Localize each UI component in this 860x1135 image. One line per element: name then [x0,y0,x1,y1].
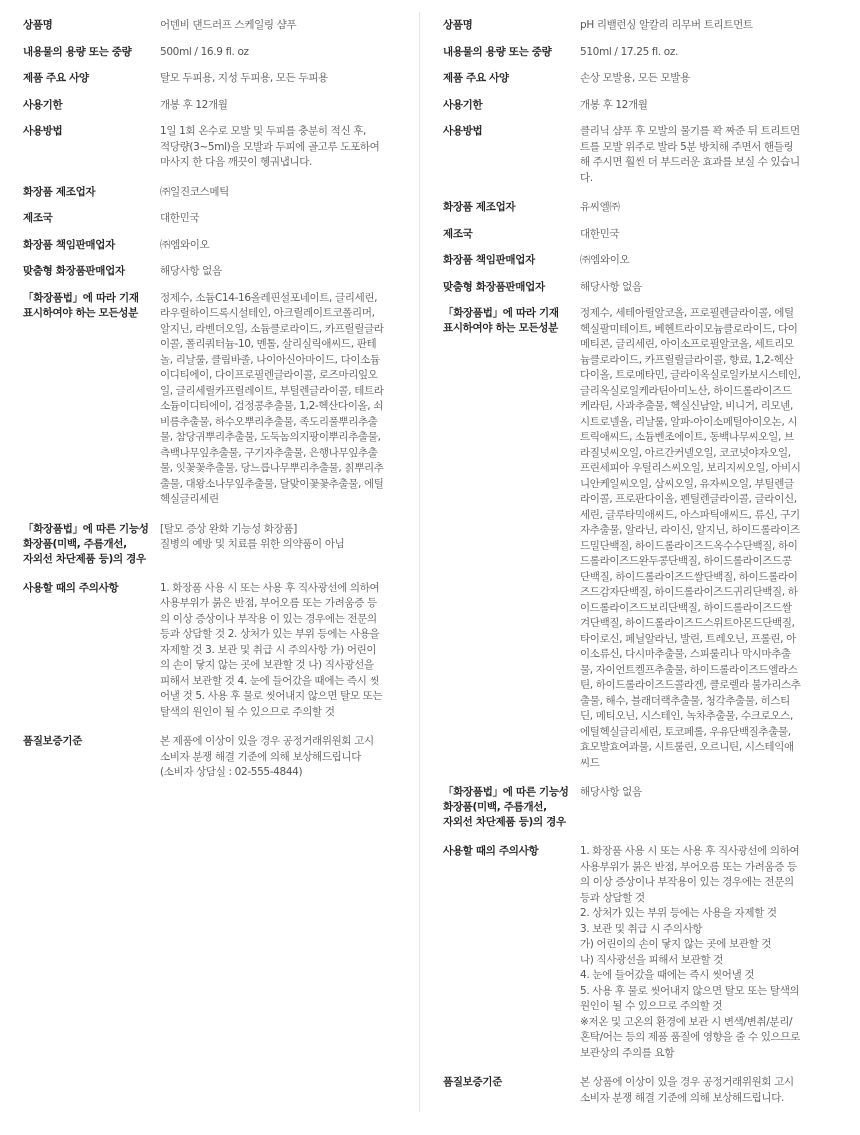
info-row-functional [23,522,420,567]
info-row-usage [23,124,420,171]
info-row-country [23,211,420,227]
info-value: 어덴비 댄드러프 스케일링 샴푸 [160,19,297,31]
info-label: 품질보증기준 [443,1076,503,1088]
info-label: 사용할 때의 주의사항 [443,845,539,857]
info-label: 사용할 때의 주의사항 [23,581,119,594]
info-row-manufacturer [23,185,420,201]
info-label: 「화장품법」에 따라 기재 표시하여야 하는 모든성분 [23,291,139,319]
info-value: pH 리밸런싱 알칼리 리무버 트리트먼트 [580,19,753,31]
info-value: 510ml / 17.25 fl. oz. [580,45,679,58]
info-label: 상품명 [443,19,473,31]
info-label: 사용기한 [443,98,483,111]
info-value: 정제수, 세테아릴알코올, 프로필렌글라이콜, 에틸 헥실팔미테이트, 베헨트라이모늄클로라이드, 다이 메티콘, 글리세린, 아이소프로필알코올, 세트리모 늄클로라이드, 카프릴릴글라이콜, 향료, 1,2-헥산 다이올, 트로메타민, 글라이옥실로일카보시스테인, 글리옥실로일케라틴아미노산, 하이드롤라이즈드 케라틴, 사과추출물, 헥실신남알, 비니거, 리모넨, 시트로넬올, 리날룰, 알파-아이소메틸아이오논, 시 트릭애씨드, 소듐벤조에이트, 동백나무씨오일, 브 라질넛씨오일, 아르간커넬오일, 코코넛야자오일, 프린세피아 우틸리스씨오일, 보리지씨오일, 아비시 니안케일씨오일, 삼씨오일, 유자씨오일, 부틸렌글 라이콜, 프로판다이올, 펜틸렌글라이콜, 글라이신, 세린, 글루타믹애씨드, 아스파틱애씨드, 류신, 구기 자추출물, 알라닌, 라이신, 알지닌, 하이드롤라이즈 드밀단백질, 하이드롤라이즈드옥수수단백질, 하이 드롤라이즈드완두콩단백질, 하이드롤라이즈드콩 단백질, 하이드롤라이즈드쌀단백질, 하이드롤라이 즈드감자단백질, 하이드롤라이즈드귀리단백질, 하 이드롤라이즈드보리단백질, 하이드롤라이즈드쌀 겨단백질, 하이드롤라이즈드스위트아몬드단백질, 타이로신, 페닐알라닌, 발린, 트레오닌, 프롤린, 아 이소류신, 다시마추출물, 스피룰리나 막시마추출 물, 자이언트켈프추출물, 하이드롤라이즈드엘라스 틴, 하이드롤라이즈드콜라겐, 클로렐라 불가리스추 출물, 해수, 블래더랙추출물, 청각추출물, 히스티 딘, 메티오닌, 시스테인, 녹차추출물, 수크로오스, 에틸헥실글리세린, 토코페롤, 우유단백질추출물, 효모발효여과물, 시트룰린, 오르니틴, 시스테익애 씨드 [580,307,801,769]
info-label: 화장품 책임판매업자 [443,254,535,266]
info-value: [탈모 증상 완화 기능성 화장품] 질병의 예방 및 치료를 위한 의약품이 아님 [160,522,345,550]
info-label: 품질보증기준 [23,735,83,747]
info-label: 사용방법 [23,125,63,137]
info-label: 맞춤형 화장품판매업자 [23,265,125,277]
info-row-functional [443,785,840,830]
left-product-info-table [23,18,420,792]
info-value: 본 제품에 이상이 있을 경우 공정거래위원회 고시 소비자 분쟁 해결 기준에 의해 보상해드립니다 (소비자 상담실 : 02-555-4844) [160,735,374,778]
info-label: 맞춤형 화장품판매업자 [443,280,545,293]
info-row-quality-guarantee [23,734,420,781]
info-row-quality-guarantee [443,1075,840,1106]
info-value: 정제수, 소듐C14-16올레핀설포네이트, 글리세린, 라우릴하이드록시설테인, 아크릴레이트코폴리머, 알지닌, 라벤더오일, 소듐클로라이드, 카프릴릴글라 이콜, 폴리쿼터늄-10, 멘톨, 살리실릭애씨드, 판테 놀, 리날룰, 클림바졸, 나이아신아마이드, 다이소듐 이디티에이, 다이프로필렌글라이콜, 로즈마리잎오 일, 글리세릴카프릴레이트, 부틸렌글라이콜, 테트라 소듐이디티에이, 검정콩추출물, 1,2-헥산다이올, 쇠 비름추출물, 하수오뿌리추출물, 족도리풀뿌리추출 물, 참당귀뿌리추출물, 도둑놈의지팡이뿌리추출물, 측백나무잎추출물, 구기자추출물, 은행나무잎추출 물, 잇꽃꽃추출물, 당느릅나무뿌리추출물, 칡뿌리추 출물, 대왕소나무잎추출물, 달맞이꽃꽃추출물, 에틸 헥실글리세린 [160,291,384,505]
info-row-volume [443,45,840,61]
info-value: 개봉 후 12개월 [160,98,228,111]
info-label: 내용물의 용량 또는 중량 [443,45,552,58]
info-label: 제조국 [443,227,473,240]
info-value: 개봉 후 12개월 [580,98,648,111]
info-value: 탈모 두피용, 지성 두피용, 모든 두피용 [160,72,328,84]
info-value: 500ml / 16.9 fl. oz [160,45,249,58]
info-label: 상품명 [23,19,53,31]
info-row-product-name [443,18,840,34]
info-row-ingredients [443,306,840,771]
info-row-volume [23,45,420,61]
info-label: 「화장품법」에 따라 기재 표시하여야 하는 모든성분 [443,307,559,334]
info-label: 화장품 제조업자 [23,185,96,198]
info-value: 손상 모발용, 모든 모발용 [580,72,690,84]
info-value: 클리닉 샴푸 후 모발의 물기를 꽉 짜준 뒤 트리트먼 트를 모발 위주로 발라 5분 방치해 주면서 핸들링 해 주시면 훨씬 더 부드러운 효과를 보실 수 있습니 다. [580,125,800,184]
info-label: 사용기한 [23,98,63,111]
info-row-spec [23,71,420,87]
info-value: 대한민국 [580,227,620,240]
info-value: 해당사항 없음 [160,265,222,277]
info-label: 「화장품법」에 따른 기능성 화장품(미백, 주름개선, 자외선 차단제품 등)의 경우 [443,786,569,828]
info-value: 해당사항 없음 [580,786,642,798]
info-row-custom-seller [443,280,840,296]
info-label: 내용물의 용량 또는 중량 [23,45,132,58]
info-row-precautions [23,581,420,721]
info-value: 1일 1회 온수로 모발 및 두피를 충분히 적신 후, 적당량(3~5ml)을 모발과 두피에 골고루 도포하여 마사지 한 다음 깨끗이 헹궈냅니다. [160,125,380,168]
info-label: 화장품 제조업자 [443,201,516,213]
info-value: 1. 화장품 사용 시 또는 사용 후 직사광선에 의하여 사용부위가 붉은 반점, 부어오름 또는 가려움증 등 의 이상 증상이나 부작용 이 있는 경우에는 전문의 등과 상담할 것 2. 상처가 있는 부위 등에는 사용을 자제할 것 3. 보관 및 취급 시 주의사항 가) 어린이 의 손이 닿지 않는 곳에 보관할 것 나) 직사광선을 피해서 보관할 것 4. 눈에 들어갔을 때에는 즉시 씻 어낼 것 5. 사용 후 물로 씻어내지 않으면 탈모 또는 탈색의 원인이 될 수 있으므로 주의할 것 [160,581,383,718]
info-value: 본 상품에 이상이 있을 경우 공정거래위원회 고시 소비자 분쟁 해결 기준에 의해 보상해드립니다. [580,1076,794,1104]
info-row-usage [443,124,840,186]
info-label: 화장품 책임판매업자 [23,238,115,251]
info-row-product-name [23,18,420,34]
info-row-expiry [443,98,840,114]
info-value: 해당사항 없음 [580,280,642,293]
info-row-custom-seller [23,264,420,280]
info-label: 제조국 [23,212,53,224]
info-row-manufacturer [443,200,840,216]
info-value: 유씨엘㈜ [580,201,620,213]
info-value: 대한민국 [160,212,200,224]
info-label: 「화장품법」에 따른 기능성 화장품(미백, 주름개선, 자외선 차단제품 등)의 경우 [23,522,149,565]
info-label: 제품 주요 사양 [23,72,89,84]
info-row-seller [443,253,840,269]
info-row-spec [443,71,840,87]
info-value: ㈜일진코스메틱 [160,185,229,198]
info-value: ㈜엠와이오 [580,254,630,266]
info-row-ingredients [23,291,420,508]
info-value: ㈜엠와이오 [160,238,210,251]
info-row-seller [23,238,420,254]
info-row-precautions [443,844,840,1061]
info-row-expiry [23,98,420,114]
info-value: 1. 화장품 사용 시 또는 사용 후 직사광선에 의하여 사용부위가 붉은 반점, 부어오름 또는 가려움증 등 의 이상 증상이나 부작용이 있는 경우에는 전문의 등과 상담할 것 2. 상처가 있는 부위 등에는 사용을 자제할 것 3. 보관 및 취급 시 주의사항 가) 어린이의 손이 닿지 않는 곳에 보관할 것 나) 직사광선을 피해서 보관할 것 4. 눈에 들어갔을 때에는 즉시 씻어낼 것 5. 사용 후 물로 씻어내지 않으면 탈모 또는 탈색의 원인이 될 수 있으므로 주의할 것 ※저온 및 고온의 환경에 보관 시 변색/변취/분리/ 혼탁/어는 등의 제품 품질에 영향을 줄 수 있으므로 보관상의 주의를 요함 [580,845,800,1059]
info-row-country [443,227,840,243]
right-product-info-table [443,18,840,1117]
info-label: 사용방법 [443,125,483,137]
info-label: 제품 주요 사양 [443,72,509,84]
